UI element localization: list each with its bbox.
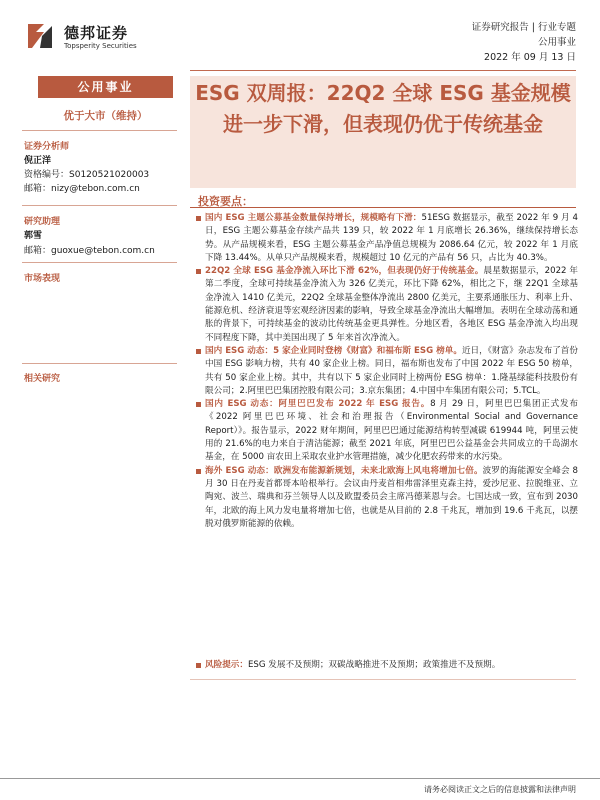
risk-note	[196, 659, 578, 672]
analyst-heading: 证券分析师	[24, 142, 70, 152]
sector-badge: 公用事业	[38, 76, 173, 98]
report-header	[472, 20, 576, 65]
brand-name-cn: 德邦证券	[64, 24, 129, 42]
report-date: 2022 年 09 月 13 日	[484, 52, 576, 63]
assistant-email[interactable]: 邮箱：guoxue@tebon.com.cn	[24, 246, 155, 256]
sidebar-divider	[22, 363, 177, 364]
sidebar-divider	[22, 205, 177, 206]
investment-points-divider	[190, 207, 576, 208]
list-item	[196, 659, 578, 672]
point-text: 8 月 29 日，阿里巴巴集团正式发布《2022 阿里巴巴环境、社会和治理报告（Environmental Social and Governance Report）》。报告显示，2022 财年期间，阿里巴巴通过能源结构转型减碳 619944 吨，阿里云使用的 21.6%的电力来自于清洁能源；截至 2021 年底，阿里巴巴公益基金会共同成立的千岛湖水基金，在 5000 亩农田上采取农业护水管理措施，减少化肥农药带来的水污染。	[205, 399, 578, 463]
footer-divider	[0, 778, 600, 779]
report-category: 证券研究报告 | 行业专题	[471, 22, 576, 33]
point-lead: 国内 ESG 动态：阿里巴巴发布 2022 年 ESG 报告。	[205, 399, 431, 410]
point-lead: 海外 ESG 动态：欧洲发布能源新规划，未来北欧海上风电将增加七倍。	[205, 465, 483, 476]
analyst-email[interactable]: 邮箱：nizy@tebon.com.cn	[24, 184, 140, 194]
analyst-name: 倪正洋	[24, 156, 52, 166]
rating-label: 优于大市（维持）	[63, 110, 148, 122]
report-subcategory: 公用事业	[537, 37, 576, 48]
point-lead: 22Q2 全球 ESG 基金净流入环比下滑 62%，但表现仍好于传统基金。	[205, 266, 484, 277]
point-lead: 国内 ESG 主题公募基金数量保持增长，规模略有下滑：	[205, 213, 422, 223]
list-item	[196, 465, 578, 531]
related-heading: 相关研究	[24, 374, 61, 384]
point-lead: 国内 ESG 动态：5 家企业同时登榜《财富》和福布斯 ESG 榜单。	[205, 345, 462, 356]
list-item	[196, 345, 578, 398]
sidebar-divider	[22, 130, 177, 131]
header-divider	[190, 70, 576, 71]
list-item	[196, 398, 578, 464]
risk-divider	[190, 679, 576, 680]
assistant-name: 郭雪	[24, 231, 43, 241]
risk-lead: 风险提示：	[205, 660, 248, 670]
investment-points-list	[196, 212, 578, 531]
footer-disclaimer: 请务必阅读正文之后的信息披露和法律声明	[424, 785, 576, 794]
investment-points-heading: 投资要点：	[198, 195, 253, 208]
point-text: 晨星数据显示，2022 年第二季度，全球可持续基金净流入为 326 亿美元，环比下降 62%，相比之下，继 22Q1 全球基金净流入 1410 亿美元，22Q2 全球基金整体净流出 2800 亿美元，主要系通胀压力、利率上升、能源危机、经济衰退等宏观经济因素的影响，导致全球基金净流出大幅增加。表明在全球动荡和通胀的背景下，可持续基金的波动比传统基金更具弹性。分地区看，各地区 ESG 基金净流入均出现不同程度下降，其中美国出现了 5 年来首次净流入。	[205, 266, 578, 343]
risk-text: ESG 发展不及预期；双碳战略推进不及预期；政策推进不及预期。	[247, 660, 501, 670]
analyst-cert: 资格编号：S0120521020003	[24, 170, 150, 180]
list-item	[196, 265, 578, 345]
logo-icon	[22, 18, 58, 54]
point-text: 51ESG 数据显示，截至 2022 年 9 月 4 日，ESG 主题公募基金存续产品共 139 只，较 2022 年 1 月底增长 26.36%，继续保持增长态势。从产品规模来看，ESG 主题公募基金产品净值总规模为 2086.64 亿元，较 2022 年 1 月底下降 13.44%。从单只产品规模来看，规模超过 10 亿元的产品有 56 只，占比为 40.3%。	[205, 213, 578, 263]
list-item	[196, 212, 578, 265]
assistant-heading: 研究助理	[24, 217, 61, 227]
sidebar-divider	[22, 262, 177, 263]
page-title: ESG 双周报：22Q2 全球 ESG 基金规模进一步下滑，但表现仍优于传统基金	[195, 81, 571, 136]
brand-name-en: Topsperity Securities	[64, 42, 137, 50]
point-text: 波罗的海能源安全峰会 8 月 30 日在丹麦首都哥本哈根举行。会议由丹麦首相弗雷泽里克森主持，爱沙尼亚、拉脱维亚、立陶宛、波兰、瑞典和芬兰领导人以及欧盟委员会主席冯德莱恩与会。七国达成一致，宣布到 2030 年，北欧的海上风力发电量将增加七倍，也就是从目前的 2.8 千兆瓦，增加到 19.6 千兆瓦，以摆脱对俄罗斯能源的依赖。	[205, 465, 578, 529]
brand	[22, 18, 182, 58]
point-text: 近日，《财富》杂志发布了首份中国 ESG 影响力榜，共有 40 家企业上榜。同日，福布斯也发布了中国 2022 年 ESG 50 榜单，共有 50 家企业上榜。其中，共有以下 5 家企业同时上榜两份 ESG 榜单：1.隆基绿能科技股份有限公司；2.阿里巴巴集团控股有限公司；3.京东集团；4.中国中车集团有限公司；5.TCL。	[205, 345, 579, 396]
market-heading: 市场表现	[24, 274, 61, 284]
